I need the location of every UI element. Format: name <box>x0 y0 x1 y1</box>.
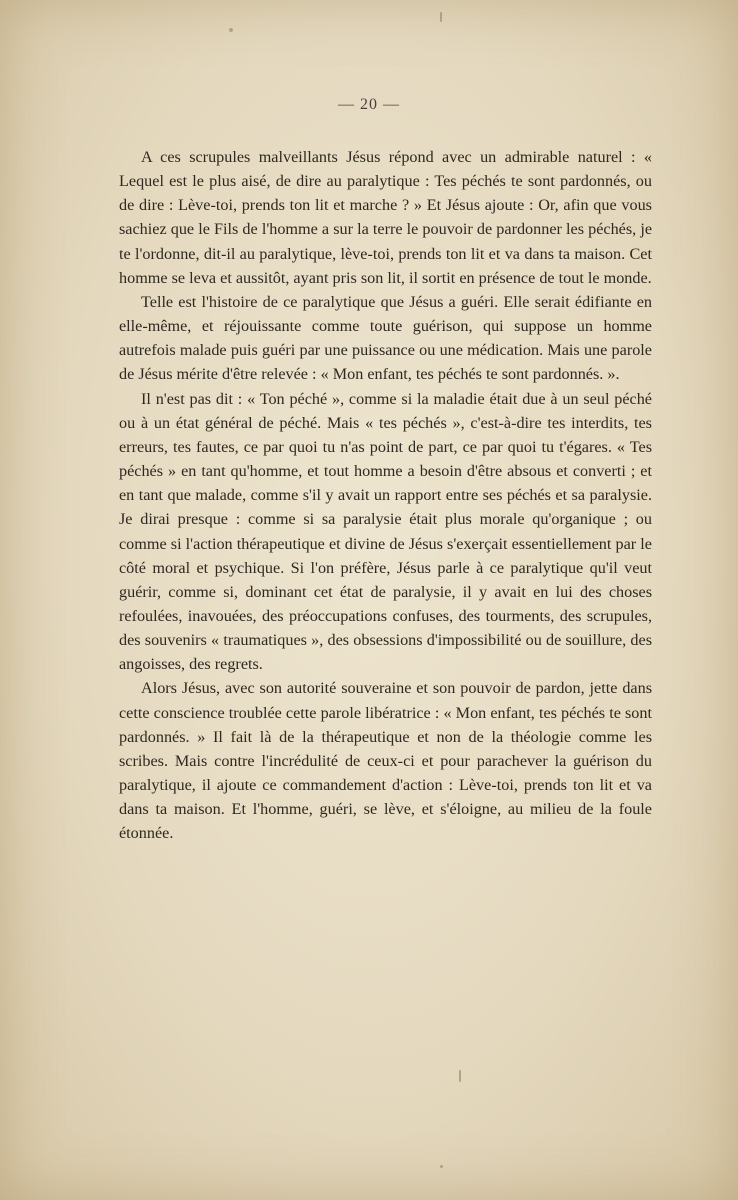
paragraph-2: Telle est l'histoire de ce paralytique que Jésus a guéri. Elle serait édifiante en elle-même, et réjouissante comme toute guérison, qui suppose un homme autrefois malade puis guéri par une puissance ou une médication. Mais une parole de Jésus mérite d'être relevée : « Mon enfant, tes péchés te sont pardonnés. ». <box>119 292 652 384</box>
page-number: — 20 — <box>338 96 400 113</box>
paragraph-1: A ces scrupules malveillants Jésus répond avec un admirable naturel : « Lequel est le plus aisé, de dire au paralytique : Tes péchés te sont pardonnés, ou de dire : Lève-toi, prends ton lit et marche ? » Et Jésus ajoute : Or, afin que vous sachiez que le Fils de l'homme a sur la terre le pouvoir de pardonner les péchés, je te l'ordonne, dit-il au paralytique, lève-toi, prends ton lit et va dans ta maison. Cet homme se leva et aussitôt, ayant pris son lit, il sortit en présence de tout le monde. <box>119 148 652 287</box>
paper-speck <box>229 28 233 32</box>
paragraph-4: Alors Jésus, avec son autorité souveraine et son pouvoir de pardon, jette dans cette conscience troublée cette parole libératrice : « Mon enfant, tes péchés te sont pardonnés. » Il fait là de la thérapeutique et non de la théologie comme les scribes. Mais contre l'incrédulité de ceux-ci et pour parachever la guérison du paralytique, il ajoute ce commandement d'action : Lève-toi, prends ton lit et va dans ta maison. Et l'homme, guéri, se lève, et s'éloigne, au milieu de la foule étonnée. <box>119 679 652 843</box>
paper-speck <box>440 1165 443 1168</box>
paragraph-3: Il n'est pas dit : « Ton péché », comme si la maladie était due à un seul péché ou à un état général de péché. Mais « tes péchés », c'est-à-dire tes interdits, tes erreurs, tes fautes, ce par quoi tu n'as point de part, ce par quoi tu t'égares. « Tes péchés » en tant qu'homme, et tout homme a besoin d'être absous et converti ; et en tant que malade, comme s'il y avait un rapport entre ses péchés et sa paralysie. Je dirai presque : comme si sa paralysie était plus morale qu'organique ; ou comme si l'action thérapeutique et divine de Jésus s'exerçait essentiellement par le côté moral et psychique. Si l'on préfère, Jésus parle à ce paralytique qu'il veut guérir, comme si, dominant cet état de paralysie, il y avait en lui des choses refoulées, inavouées, des préoccupations confuses, des tourments, des scrupules, des souvenirs « traumatiques », des obsessions d'impossibilité ou de souillure, des angoisses, des regrets. <box>119 389 652 674</box>
paper-speck <box>440 12 442 22</box>
body-text <box>119 145 652 846</box>
paper-speck <box>459 1070 461 1082</box>
